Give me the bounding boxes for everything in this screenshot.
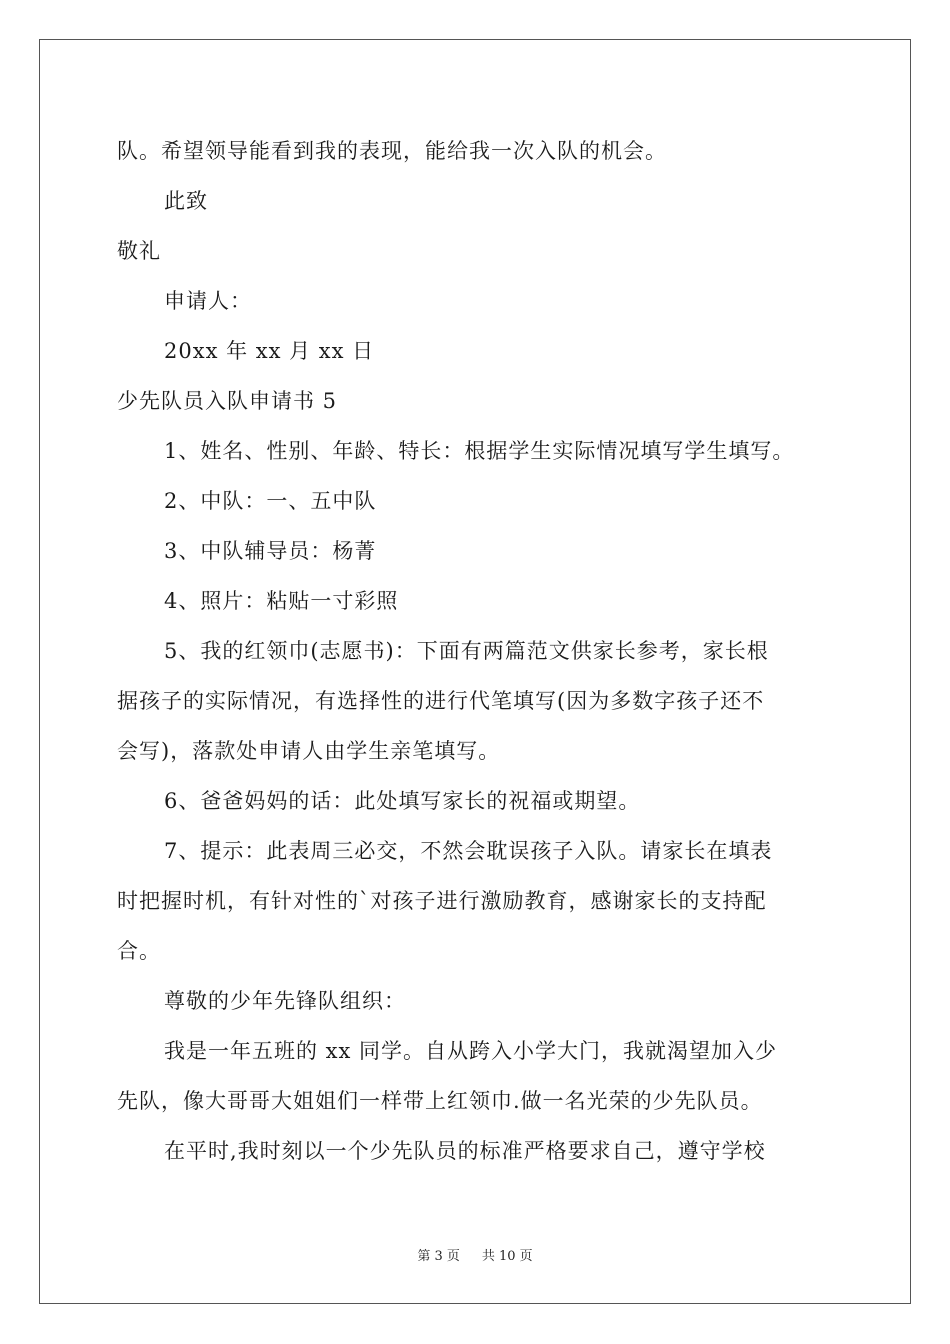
applicant-line: 申请人： — [164, 289, 252, 313]
list-item: 2、中队：一、五中队 — [164, 489, 377, 513]
list-item: 7、提示：此表周三必交，不然会耽误孩子入队。请家长在填表 — [164, 839, 773, 863]
paragraph-line: 队。希望领导能看到我的表现，能给我一次入队的机会。 — [117, 139, 667, 163]
salutation-line: 敬礼 — [117, 239, 161, 263]
page-footer — [0, 1245, 950, 1264]
date-line: 20xx 年 xx 月 xx 日 — [164, 339, 375, 363]
list-item: 6、爸爸妈妈的话：此处填写家长的祝福或期望。 — [164, 789, 641, 813]
list-item: 5、我的红领巾(志愿书)：下面有两篇范文供家长参考，家长根 — [164, 639, 769, 663]
letter-greeting: 尊敬的少年先锋队组织： — [164, 989, 406, 1013]
closing-line: 此致 — [164, 189, 208, 213]
page-number: 第 3 页 — [417, 1249, 460, 1264]
list-item: 3、中队辅导员：杨菁 — [164, 539, 377, 563]
paragraph-line: 在平时,我时刻以一个少先队员的标准严格要求自己，遵守学校 — [164, 1139, 766, 1163]
list-item-continuation: 据孩子的实际情况，有选择性的进行代笔填写(因为多数字孩子还不 — [117, 689, 765, 713]
paragraph-line: 先队，像大哥哥大姐姐们一样带上红领巾.做一名光荣的少先队员。 — [117, 1089, 763, 1113]
paragraph-line: 我是一年五班的 xx 同学。自从跨入小学大门，我就渴望加入少 — [164, 1039, 778, 1063]
list-item-continuation: 合。 — [117, 939, 161, 963]
page-total: 共 10 页 — [481, 1249, 533, 1264]
document-body — [117, 126, 837, 1176]
list-item-continuation: 会写)，落款处申请人由学生亲笔填写。 — [117, 739, 501, 763]
list-item-continuation: 时把握时机，有针对性的`对孩子进行激励教育，感谢家长的支持配 — [117, 889, 767, 913]
list-item: 4、照片：粘贴一寸彩照 — [164, 589, 399, 613]
list-item: 1、姓名、性别、年龄、特长：根据学生实际情况填写学生填写。 — [164, 439, 795, 463]
section-title: 少先队员入队申请书 5 — [117, 389, 338, 413]
